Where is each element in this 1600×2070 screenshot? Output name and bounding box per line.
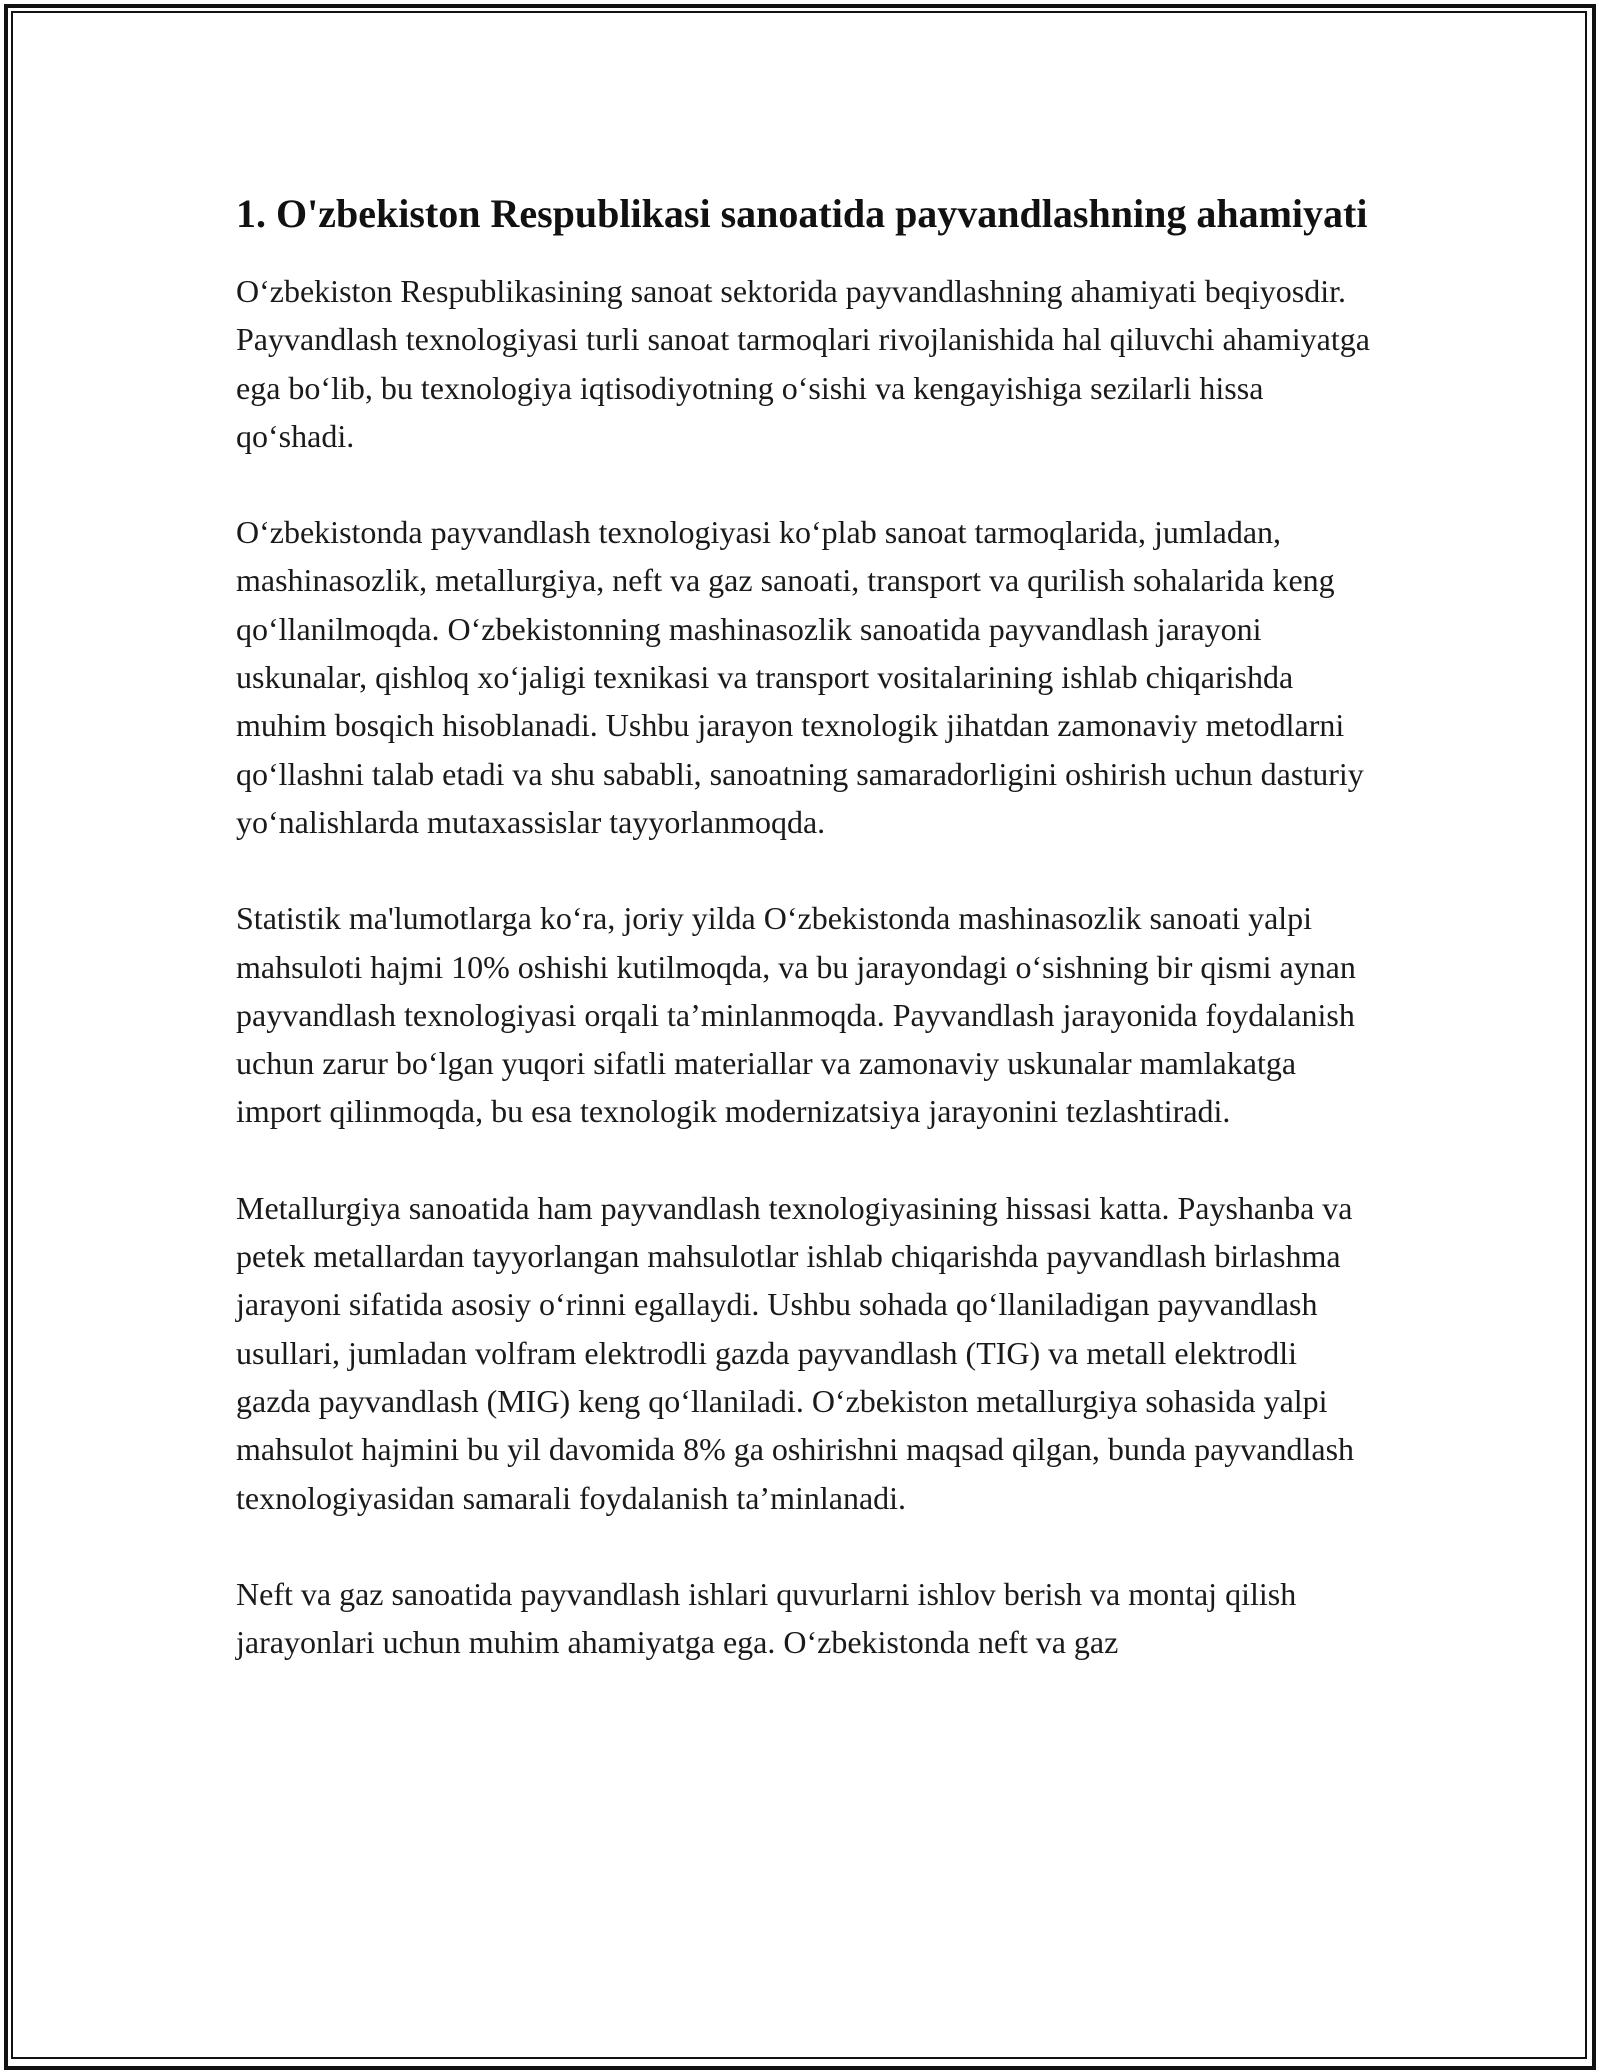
paragraph-2: O‘zbekistonda payvandlash texnologiyasi ko‘plab sanoat tarmoqlarida, jumladan, mashinasozlik, metallurgiya, neft va gaz sanoati, transport va qurilish sohalarida keng qo‘llanilmoqda. O‘zbekistonning mashinasozlik sanoatida payvandlash jarayoni uskunalar, qishloq xo‘jaligi texnikasi va transport vositalarining ishlab chiqarishda muhim bosqich hisoblanadi. Ushbu jarayon texnologik jihatdan zamonaviy metodlarni qo‘llashni talab etadi va shu sababli, sanoatning samaradorligini oshirish uchun dasturiy yo‘nalishlarda mutaxassislar tayyorlanmoqda. xyxy=(236,514,1364,840)
paragraph-5: Neft va gaz sanoatida payvandlash ishlari quvurlarni ishlov berish va montaj qilish jarayonlari uchun muhim ahamiyatga ega. O‘zbekistonda neft va gaz xyxy=(236,1575,1297,1661)
section-heading: 1. O'zbekiston Respublikasi sanoatida payvandlashning ahamiyati xyxy=(236,191,1368,236)
paragraph-1: O‘zbekiston Respublikasining sanoat sektorida payvandlashning ahamiyati beqiyosdir. Payvandlash texnologiyasi turli sanoat tarmoqlari rivojlanishida hal qiluvchi ahamiyatga ega bo‘lib, bu texnologiya iqtisodiyotning o‘sishi va kengayishiga sezilarli hissa qo‘shadi. xyxy=(236,273,1370,454)
document-body xyxy=(236,186,1376,1714)
paragraph-4: Metallurgiya sanoatida ham payvandlash texnologiyasining hissasi katta. Payshanba va petek metallardan tayyorlangan mahsulotlar ishlab chiqarishda payvandlash birlashma jarayoni sifatida asosiy o‘rinni egallaydi. Ushbu sohada qo‘llaniladigan payvandlash usullari, jumladan volfram elektrodli gazda payvandlash (TIG) va metall elektrodli gazda payvandlash (MIG) keng qo‘llaniladi. O‘zbekiston metallurgiya sohasida yalpi mahsulot hajmini bu yil davomida 8% ga oshirishni maqsad qilgan, bunda payvandlash texnologiyasidan samarali foydalanish ta’minlanadi. xyxy=(236,1189,1355,1516)
paragraph-3: Statistik ma'lumotlarga ko‘ra, joriy yilda O‘zbekistonda mashinasozlik sanoati yalpi mahsuloti hajmi 10% oshishi kutilmoqda, va bu jarayondagi o‘sishning bir qismi aynan payvandlash texnologiyasi orqali ta’minlanmoqda. Payvandlash jarayonida foydalanish uchun zarur bo‘lgan yuqori sifatli materiallar va zamonaviy uskunalar mamlakatga import qilinmoqda, bu esa texnologik modernizatsiya jarayonini tezlashtiradi. xyxy=(236,900,1356,1130)
